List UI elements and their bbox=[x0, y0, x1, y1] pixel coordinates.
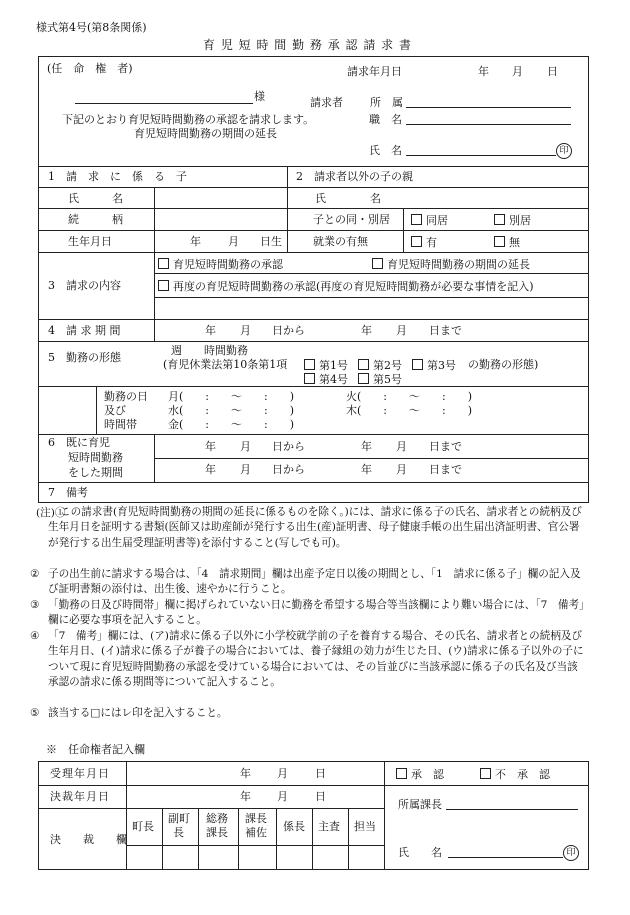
sec7-label: 7 備考 bbox=[48, 486, 88, 499]
past-2-from-month: 月 bbox=[240, 463, 251, 476]
checkbox[interactable] bbox=[411, 214, 422, 225]
checkbox[interactable] bbox=[358, 359, 369, 370]
request-date-year: 年 bbox=[478, 65, 489, 78]
position-label: 職 名 bbox=[369, 113, 402, 126]
checkbox[interactable] bbox=[412, 359, 423, 370]
period-from-day: 日から bbox=[272, 324, 305, 337]
request-date-day: 日 bbox=[547, 65, 558, 78]
item5-option[interactable]: 第5号 bbox=[358, 373, 402, 385]
schedule-fri: 金( : ～ : ) bbox=[168, 418, 294, 431]
past-2-from-year: 年 bbox=[205, 463, 216, 476]
work-label: 就業の有無 bbox=[313, 235, 368, 248]
weekly-hours: 週 時間勤務 bbox=[171, 344, 248, 357]
requester-name-line[interactable] bbox=[406, 155, 556, 156]
chief-name-label: 氏 名 bbox=[398, 846, 442, 859]
past-1-to-year: 年 bbox=[361, 440, 372, 453]
page-title: 育 児 短 時 間 勤 務 承 認 請 求 書 bbox=[203, 38, 412, 52]
schedule-mon: 月( : ～ : ) bbox=[168, 390, 294, 403]
cohab-label: 子との同・別居 bbox=[313, 213, 390, 226]
checkbox[interactable] bbox=[304, 373, 315, 384]
sec5-label: 5 勤務の形態 bbox=[48, 351, 121, 364]
child-name-label: 氏 名 bbox=[68, 192, 123, 205]
note-5-wrap bbox=[30, 706, 588, 721]
decision-date-label: 決裁年月日 bbox=[50, 790, 110, 803]
item2-option[interactable]: 第2号 bbox=[358, 359, 402, 371]
period-from-year: 年 bbox=[205, 324, 216, 337]
birth-month: 月 bbox=[228, 235, 239, 248]
schedule-tue: 火( : ～ : ) bbox=[346, 390, 472, 403]
schedule-thu: 木( : ～ : ) bbox=[346, 404, 472, 417]
birth-year: 年 bbox=[190, 235, 201, 248]
note-2-marker: ② bbox=[30, 568, 40, 580]
disapprove-option[interactable]: 不 承 認 bbox=[480, 768, 550, 780]
note-4-wrap bbox=[30, 629, 588, 690]
past-2-to-month: 月 bbox=[396, 463, 407, 476]
decision-month: 月 bbox=[277, 790, 288, 803]
sama-label: 様 bbox=[254, 90, 265, 103]
sec2-heading: 2 請求者以外の子の親 bbox=[296, 170, 413, 183]
note-3-wrap bbox=[30, 598, 588, 629]
form-suffix: の勤務の形態) bbox=[468, 358, 539, 371]
sec3-opt1[interactable]: 育児短時間勤務の承認 bbox=[158, 258, 283, 270]
checkbox[interactable] bbox=[494, 214, 505, 225]
days-label-3: 時間帯 bbox=[104, 418, 137, 431]
child-relation-label: 続 柄 bbox=[68, 213, 123, 226]
approval-column-label: 決 裁 欄 bbox=[50, 833, 127, 846]
work-no-option[interactable]: 無 bbox=[494, 236, 520, 248]
role-staff: 担当 bbox=[354, 820, 376, 833]
role-chief: 係長 bbox=[283, 820, 305, 833]
parent-name-label: 氏 名 bbox=[315, 192, 381, 205]
checkbox[interactable] bbox=[304, 359, 315, 370]
cohab-same-option[interactable]: 同居 bbox=[411, 214, 448, 226]
seal-icon: 印 bbox=[556, 143, 572, 159]
chief-seal-icon: 印 bbox=[563, 845, 579, 861]
role-general-affairs-1: 総務 bbox=[206, 812, 228, 825]
sec6-label-2: 短時間勤務 bbox=[68, 451, 123, 464]
checkbox[interactable] bbox=[158, 280, 169, 291]
appointer-label: (任 命 権 者) bbox=[47, 62, 133, 75]
note-5-marker: ⑤ bbox=[30, 707, 40, 719]
sec4-label: 4 請 求 期 間 bbox=[48, 324, 121, 337]
request-date-month: 月 bbox=[512, 65, 523, 78]
received-year: 年 bbox=[240, 767, 251, 780]
requester-label: 請求者 bbox=[310, 96, 343, 109]
note-4: 「7 備考」欄には、(ア)請求に係る子以外に小学校就学前の子を養育する場合、その氏名、請求者との続柄及び生年月日、(イ)請求に係る子が養子の場合においては、養子縁組の効力が生じた日、(ウ)請求に係る子以外の子について現に育児短時間勤務の承認を受けている場合においては、その旨並びに当該承認に係る子の氏名及び当該承認の請求に係る期間等について記入すること。 bbox=[48, 630, 584, 688]
period-to-day: 日まで bbox=[429, 324, 462, 337]
appointer-name-line[interactable] bbox=[75, 103, 253, 104]
checkbox[interactable] bbox=[411, 236, 422, 247]
child-birth-label: 生年月日 bbox=[68, 235, 112, 248]
role-general-affairs-2: 課長 bbox=[206, 826, 228, 839]
extension-statement: 育児短時間勤務の期間の延長 bbox=[134, 127, 277, 140]
note-1: この請求書(育児短時間勤務の期間の延長に係るものを除く。)には、請求に係る子の氏名、請求者との続柄及び生年月日を証明する書類(医師又は助産師が発行する出生(産)証明書、母子健康手帳の出生届出済証明書、官公署が発行する出生届受理証明書等)を添付すること(写しでも可)。 bbox=[48, 506, 582, 549]
received-day: 日 bbox=[315, 767, 326, 780]
checkbox[interactable] bbox=[158, 258, 169, 269]
request-date-label: 請求年月日 bbox=[347, 65, 402, 78]
decision-year: 年 bbox=[240, 790, 251, 803]
schedule-wed: 水( : ～ : ) bbox=[168, 404, 294, 417]
role-inspector: 主査 bbox=[318, 820, 340, 833]
past-1-from-day: 日から bbox=[272, 440, 305, 453]
appointer-section-heading: ※ 任命権者記入欄 bbox=[46, 743, 145, 756]
role-deputy-1: 課長 bbox=[245, 812, 267, 825]
note-3-marker: ③ bbox=[30, 599, 40, 611]
note-2: 子の出生前に請求する場合は、「4 請求期間」欄は出産予定日以後の期間とし、「1 請求に係る子」欄の記入及び証明書類の添付は、出生後、速やかに行うこと。 bbox=[48, 568, 581, 596]
past-1-to-day: 日まで bbox=[429, 440, 462, 453]
birth-day: 日生 bbox=[260, 235, 282, 248]
sec3-opt2[interactable]: 育児短時間勤務の期間の延長 bbox=[372, 258, 530, 270]
checkbox[interactable] bbox=[494, 236, 505, 247]
past-2-to-year: 年 bbox=[361, 463, 372, 476]
form-number: 様式第4号(第8条関係) bbox=[36, 21, 147, 34]
period-to-year: 年 bbox=[361, 324, 372, 337]
request-statement: 下記のとおり育児短時間勤務の承認を請求します。 bbox=[62, 113, 315, 126]
checkbox[interactable] bbox=[480, 768, 491, 779]
note-4-marker: ④ bbox=[30, 630, 40, 642]
decision-day: 日 bbox=[315, 790, 326, 803]
role-deputy-2: 補佐 bbox=[245, 826, 267, 839]
item1-option[interactable]: 第1号 bbox=[304, 359, 348, 371]
affiliation-line[interactable] bbox=[406, 107, 571, 108]
role-mayor: 町長 bbox=[132, 820, 154, 833]
checkbox[interactable] bbox=[372, 258, 383, 269]
received-date-label: 受理年月日 bbox=[50, 767, 110, 780]
past-1-from-year: 年 bbox=[205, 440, 216, 453]
chief-label: 所属課長 bbox=[398, 798, 442, 811]
role-vice-mayor-2: 長 bbox=[173, 826, 184, 839]
past-1-to-month: 月 bbox=[396, 440, 407, 453]
notes-prefix: (注)① bbox=[36, 507, 66, 519]
past-1-from-month: 月 bbox=[240, 440, 251, 453]
note-3: 「勤務の日及び時間帯」欄に掲げられていない日に勤務を希望する場合等当該欄により難い場合には、「7 備考」欄に必要な事項を記入すること。 bbox=[48, 599, 585, 627]
sec3-opt3[interactable]: 再度の育児短時間勤務の承認(再度の育児短時間勤務が必要な事情を記入) bbox=[158, 280, 534, 292]
received-month: 月 bbox=[277, 767, 288, 780]
approve-option[interactable]: 承 認 bbox=[396, 768, 444, 780]
work-yes-option[interactable]: 有 bbox=[411, 236, 437, 248]
days-label-1: 勤務の日 bbox=[104, 390, 148, 403]
checkbox[interactable] bbox=[396, 768, 407, 779]
role-vice-mayor-1: 副町 bbox=[168, 812, 190, 825]
period-to-month: 月 bbox=[396, 324, 407, 337]
affiliation-label: 所 属 bbox=[370, 96, 403, 109]
sec1-heading: 1 請 求 に 係 る 子 bbox=[48, 170, 187, 183]
checkbox[interactable] bbox=[358, 373, 369, 384]
chief-name-line[interactable] bbox=[448, 857, 563, 858]
period-from-month: 月 bbox=[240, 324, 251, 337]
note-2-wrap bbox=[30, 567, 588, 598]
past-2-from-day: 日から bbox=[272, 463, 305, 476]
chief-line[interactable] bbox=[446, 809, 578, 810]
requester-name-label: 氏 名 bbox=[369, 144, 402, 157]
sec6-label-3: をした期間 bbox=[68, 466, 123, 479]
position-line[interactable] bbox=[406, 124, 571, 125]
cohab-sep-option[interactable]: 別居 bbox=[494, 214, 531, 226]
past-2-to-day: 日まで bbox=[429, 463, 462, 476]
note-5: 該当する□にはレ印を記入すること。 bbox=[48, 707, 228, 719]
days-label-2: 及び bbox=[104, 404, 126, 417]
item4-option[interactable]: 第4号 bbox=[304, 373, 348, 385]
law-reference: (育児休業法第10条第1項 bbox=[163, 358, 288, 371]
sec6-label-1: 6 既に育児 bbox=[48, 436, 110, 449]
item3-option[interactable]: 第3号 bbox=[412, 359, 456, 371]
sec3-label: 3 請求の内容 bbox=[48, 279, 121, 292]
